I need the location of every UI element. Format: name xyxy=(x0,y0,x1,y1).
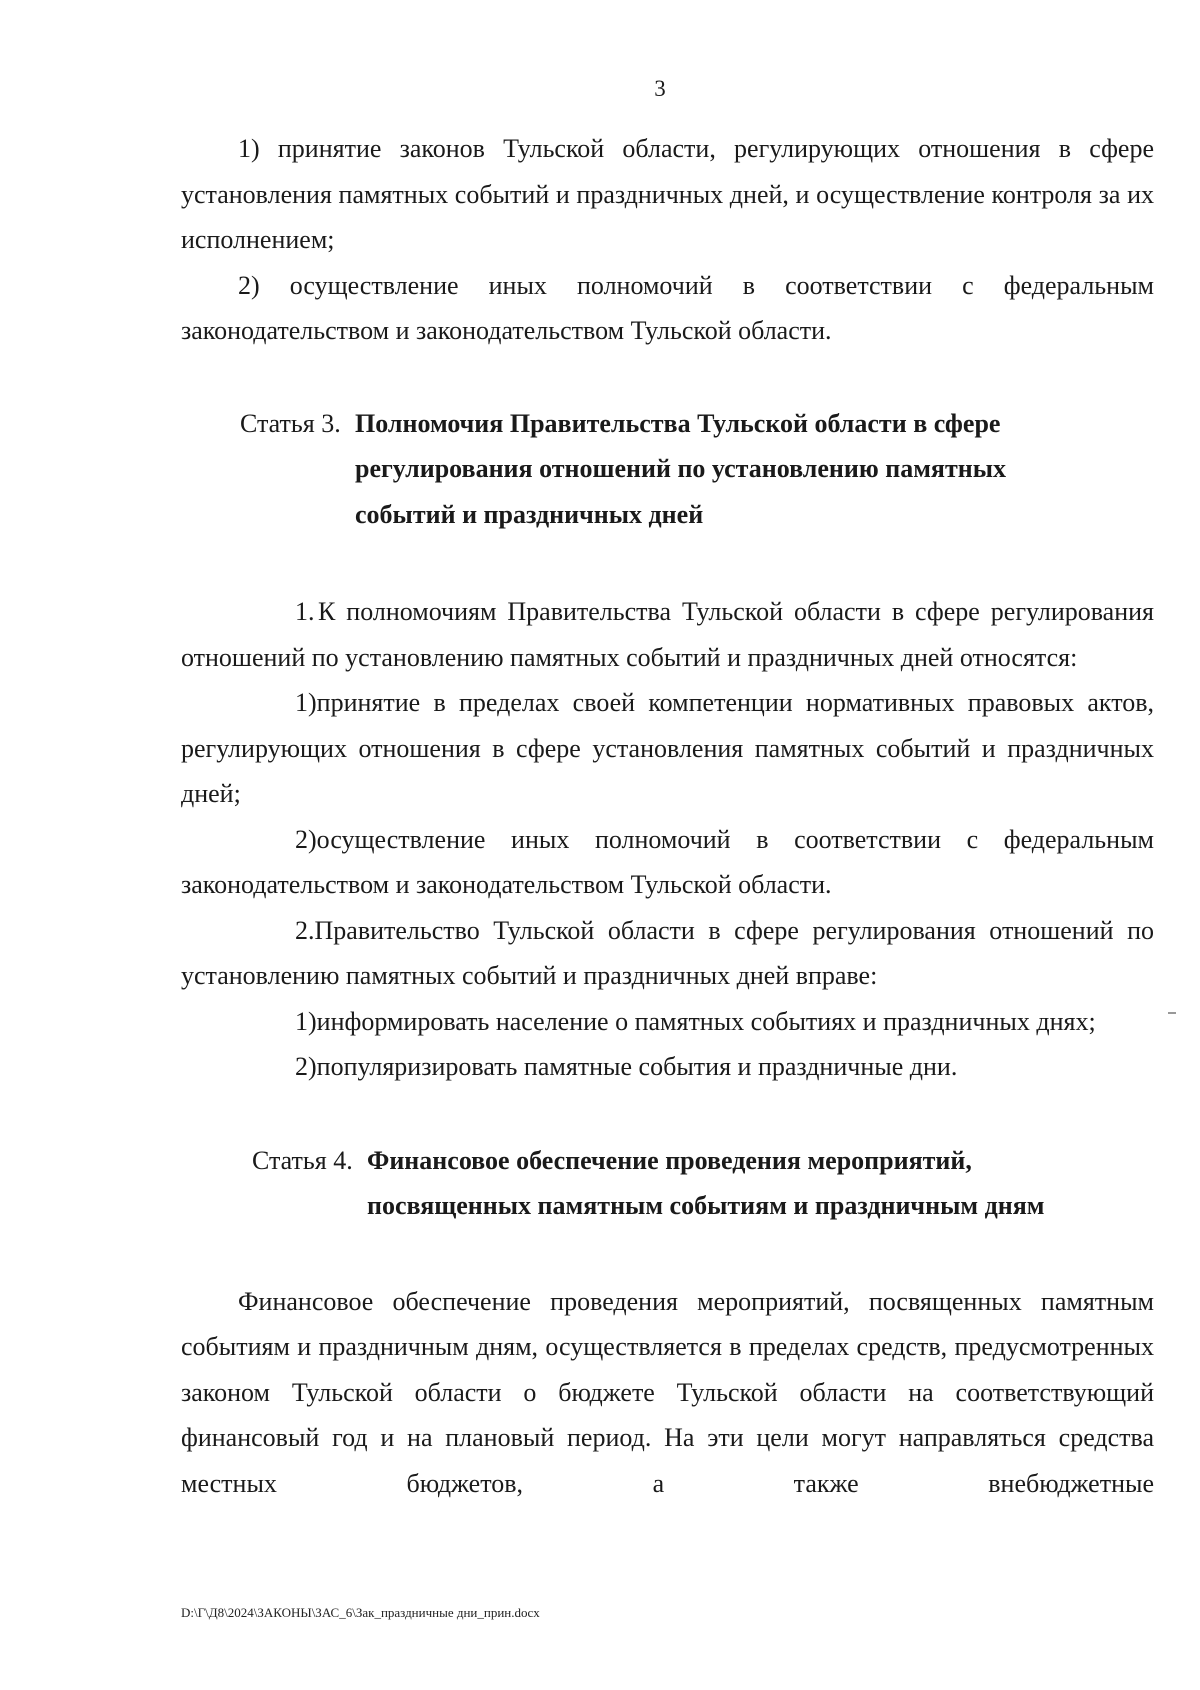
article4-title: Финансовое обеспечение проведения мероприятий, посвященных памятным событиям и праздничным дням xyxy=(367,1145,1045,1220)
article4-body: Финансовое обеспечение проведения мероприятий, посвященных памятным событиям и праздничным дням, осуществляется в пределах средств, предусмотренных законом Тульской области о бюджете Тульской области на соответствующий финансовый год и на плановый период. На эти цели могут направляться средства местных бюджетов, а также внебюджетные xyxy=(181,1286,1154,1498)
article3-paragraph-2-number: 2. xyxy=(295,915,315,945)
article3-paragraph-1-item-2 xyxy=(181,817,1154,908)
article3-paragraph-2-text: Правительство Тульской области в сфере регулирования отношений по установлению памятных событий и праздничных дней вправе: xyxy=(181,915,1154,990)
scan-mark xyxy=(1168,1012,1176,1014)
article3-label: Статья 3. xyxy=(240,408,341,438)
page-number: 3 xyxy=(654,76,666,101)
list-item-number: 1) xyxy=(295,1006,317,1036)
article3-paragraph-1-item-1 xyxy=(181,680,1154,817)
article4-label: Статья 4. xyxy=(252,1145,353,1175)
article4-heading xyxy=(181,1138,1152,1229)
list-item-number: 1) xyxy=(295,688,317,717)
article3-title: Полномочия Правительства Тульской области в сфере регулирования отношений по установлению памятных событий и праздничных дней xyxy=(355,408,1007,529)
list-item-text: популяризировать памятные события и праздничные дни. xyxy=(316,1052,958,1081)
article3-paragraph-2 xyxy=(181,908,1154,999)
list-item-number: 2) xyxy=(295,824,317,854)
list-item-text: принятие в пределах своей компетенции нормативных правовых актов, регулирующих отношения в сфере установления памятных событий и праздничных дней; xyxy=(181,688,1154,808)
article3-paragraph-1-text: К полномочиям Правительства Тульской области в сфере регулирования отношений по установлению памятных событий и праздничных дней относятся: xyxy=(181,597,1154,672)
article2-item-2: 2) осуществление иных полномочий в соответствии с федеральным законодательством и законодательством Тульской области. xyxy=(181,270,1154,345)
article3-paragraph-1-number: 1. xyxy=(295,597,315,626)
article3-paragraph-2-item-2 xyxy=(181,1044,1154,1090)
article3-heading xyxy=(181,401,1110,538)
list-item-text: информировать население о памятных событиях и праздничных днях; xyxy=(316,1006,1096,1036)
list-item-text: осуществление иных полномочий в соответствии с федеральным законодательством и законодательством Тульской области. xyxy=(181,824,1154,899)
list-item-number: 2) xyxy=(295,1052,317,1081)
article3-paragraph-1 xyxy=(181,589,1154,680)
footer-file-path: D:\Г\Д8\2024\ЗАКОНЫ\ЗАС_6\Зак_праздничные дни_прин.docx xyxy=(181,1605,540,1620)
document-body xyxy=(181,126,1154,1506)
article3-paragraph-2-item-1 xyxy=(181,999,1154,1045)
article2-item-1: 1) принятие законов Тульской области, регулирующих отношения в сфере установления памятных событий и праздничных дней, и осуществление контроля за их исполнением; xyxy=(181,134,1154,254)
